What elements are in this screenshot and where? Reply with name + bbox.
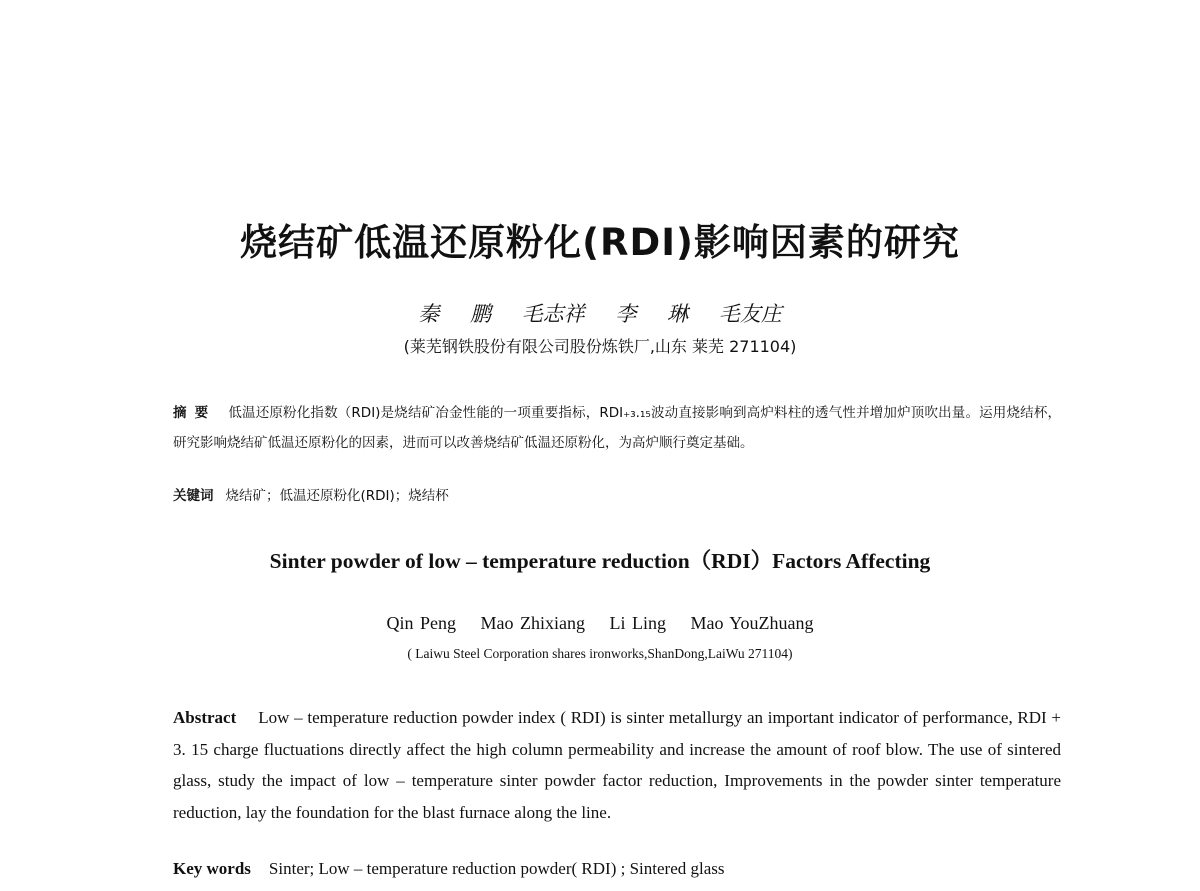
english-keywords-text: Sinter; Low – temperature reduction powder( RDI) ; Sintered glass (268, 859, 725, 878)
english-title: Sinter powder of low – temperature reduction（RDI）Factors Affecting (269, 549, 931, 573)
english-keywords (173, 859, 1061, 879)
english-keywords-label: Key words (173, 859, 251, 878)
english-authors (0, 613, 1200, 634)
english-affiliation: ( Laiwu Steel Corporation shares ironworks,ShanDong,LaiWu 271104) (407, 646, 793, 661)
english-abstract (173, 702, 1061, 828)
chinese-author: 毛友庄 (718, 302, 782, 326)
chinese-affiliation: (莱芜钢铁股份有限公司股份炼铁厂,山东 莱芜 271104) (403, 337, 797, 356)
chinese-keywords-label: 关键词 (173, 488, 214, 504)
chinese-keywords (173, 484, 1061, 504)
chinese-abstract-label: 摘要 (173, 405, 217, 421)
english-author: Mao YouZhuang (690, 613, 814, 633)
chinese-title: 烧结矿低温还原粉化(RDI)影响因素的研究 (240, 221, 960, 264)
english-author: Qin Peng (386, 613, 456, 633)
chinese-abstract-text: 低温还原粉化指数（RDI)是烧结矿冶金性能的一项重要指标，RDI₊₃.₁₅波动直接影响到高炉料柱的透气性并增加炉顶吹出量。运用烧结杯，研究影响烧结矿低温还原粉化的因素，进而可以改善烧结矿低温还原粉化，为高炉顺行奠定基础。 (173, 405, 1062, 451)
english-abstract-text: Low – temperature reduction powder index ( RDI) is sinter metallurgy an important indicator of performance, RDI + 3. 15 charge fluctuations directly affect the high column permeability and increase the amount of roof blow. The use of sintered glass, study the impact of low – temperature sinter powder factor reduction, Improvements in the powder sinter temperature reduction, lay the foundation for the blast furnace along the line. (173, 708, 1061, 822)
chinese-abstract (173, 398, 1061, 458)
chinese-author: 李 琳 (615, 302, 689, 326)
english-author: Li Ling (609, 613, 666, 633)
english-abstract-label: Abstract (173, 708, 237, 727)
chinese-keywords-text: 烧结矿；低温还原粉化(RDI)；烧结杯 (225, 488, 449, 504)
chinese-author: 秦 鹏 (418, 302, 491, 326)
chinese-authors (0, 298, 1200, 328)
english-author: Mao Zhixiang (480, 613, 585, 633)
chinese-author: 毛志祥 (521, 302, 585, 326)
